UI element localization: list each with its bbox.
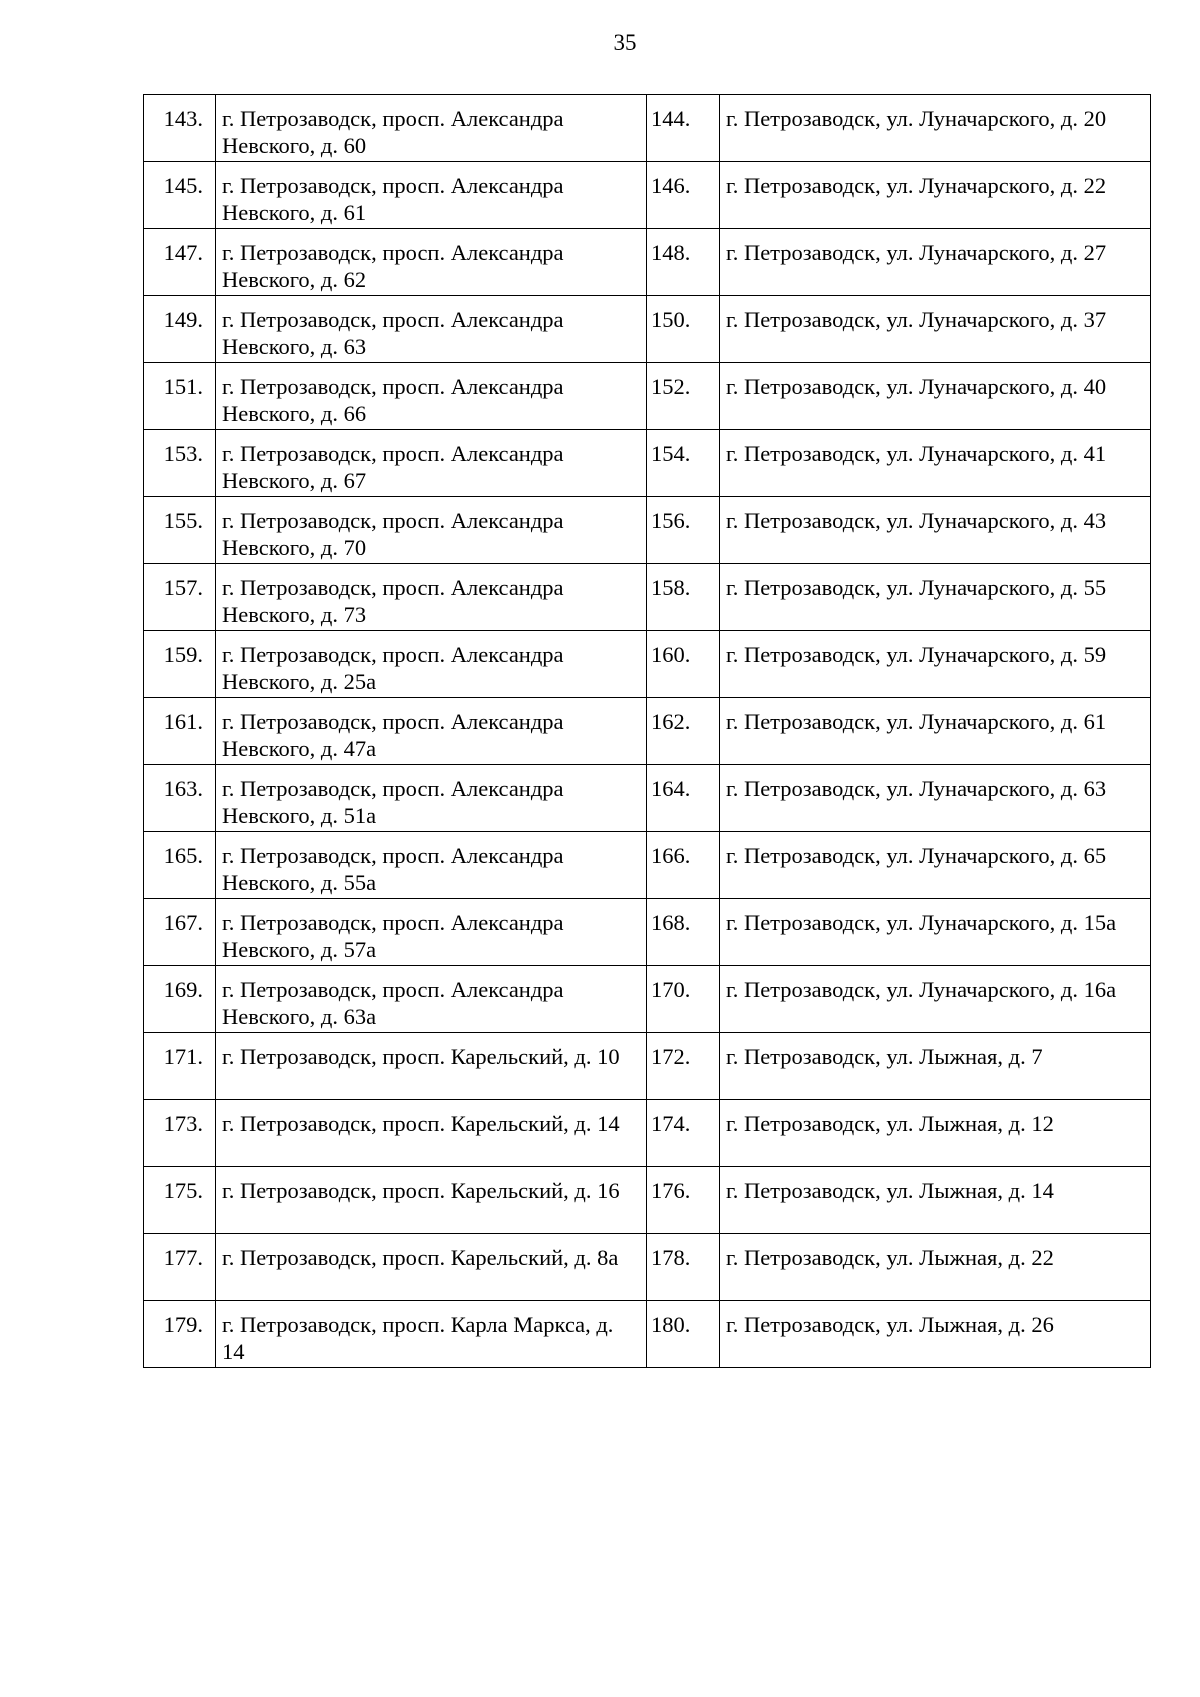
left-item-address: г. Петрозаводск, просп. Карла Маркса, д. 14	[216, 1301, 647, 1368]
table-row	[144, 1100, 1151, 1167]
right-item-number: 168.	[647, 899, 720, 966]
left-item-address: г. Петрозаводск, просп. Александра Невского, д. 62	[216, 229, 647, 296]
right-item-address: г. Петрозаводск, ул. Луначарского, д. 41	[720, 430, 1151, 497]
left-item-number: 171.	[144, 1033, 216, 1100]
left-item-number: 175.	[144, 1167, 216, 1234]
right-item-address: г. Петрозаводск, ул. Лыжная, д. 22	[720, 1234, 1151, 1301]
table-row	[144, 1033, 1151, 1100]
left-item-number: 151.	[144, 363, 216, 430]
left-item-address: г. Петрозаводск, просп. Карельский, д. 16	[216, 1167, 647, 1234]
right-item-address: г. Петрозаводск, ул. Луначарского, д. 40	[720, 363, 1151, 430]
left-item-number: 179.	[144, 1301, 216, 1368]
left-item-address: г. Петрозаводск, просп. Александра Невского, д. 63	[216, 296, 647, 363]
right-item-address: г. Петрозаводск, ул. Луначарского, д. 22	[720, 162, 1151, 229]
left-item-address: г. Петрозаводск, просп. Александра Невского, д. 67	[216, 430, 647, 497]
left-item-address: г. Петрозаводск, просп. Карельский, д. 10	[216, 1033, 647, 1100]
table-row	[144, 1167, 1151, 1234]
right-item-address: г. Петрозаводск, ул. Луначарского, д. 16а	[720, 966, 1151, 1033]
address-table-body	[144, 95, 1151, 1368]
right-item-address: г. Петрозаводск, ул. Лыжная, д. 7	[720, 1033, 1151, 1100]
left-item-number: 169.	[144, 966, 216, 1033]
table-row	[144, 162, 1151, 229]
right-item-number: 146.	[647, 162, 720, 229]
table-row	[144, 832, 1151, 899]
right-item-number: 170.	[647, 966, 720, 1033]
left-item-number: 163.	[144, 765, 216, 832]
left-item-address: г. Петрозаводск, просп. Карельский, д. 8а	[216, 1234, 647, 1301]
table-row	[144, 899, 1151, 966]
left-item-number: 161.	[144, 698, 216, 765]
left-item-address: г. Петрозаводск, просп. Александра Невского, д. 73	[216, 564, 647, 631]
table-row	[144, 430, 1151, 497]
left-item-number: 155.	[144, 497, 216, 564]
right-item-address: г. Петрозаводск, ул. Луначарского, д. 37	[720, 296, 1151, 363]
right-item-address: г. Петрозаводск, ул. Луначарского, д. 20	[720, 95, 1151, 162]
right-item-number: 156.	[647, 497, 720, 564]
table-row	[144, 497, 1151, 564]
right-item-address: г. Петрозаводск, ул. Лыжная, д. 12	[720, 1100, 1151, 1167]
table-row	[144, 1301, 1151, 1368]
left-item-number: 173.	[144, 1100, 216, 1167]
table-row	[144, 966, 1151, 1033]
left-item-number: 165.	[144, 832, 216, 899]
right-item-address: г. Петрозаводск, ул. Луначарского, д. 43	[720, 497, 1151, 564]
right-item-number: 180.	[647, 1301, 720, 1368]
table-row	[144, 765, 1151, 832]
left-item-number: 143.	[144, 95, 216, 162]
left-item-number: 159.	[144, 631, 216, 698]
left-item-number: 149.	[144, 296, 216, 363]
left-item-number: 157.	[144, 564, 216, 631]
left-item-number: 153.	[144, 430, 216, 497]
left-item-address: г. Петрозаводск, просп. Александра Невского, д. 70	[216, 497, 647, 564]
right-item-number: 172.	[647, 1033, 720, 1100]
table-row	[144, 1234, 1151, 1301]
right-item-number: 164.	[647, 765, 720, 832]
right-item-number: 144.	[647, 95, 720, 162]
left-item-address: г. Петрозаводск, просп. Александра Невского, д. 25а	[216, 631, 647, 698]
right-item-number: 162.	[647, 698, 720, 765]
right-item-address: г. Петрозаводск, ул. Луначарского, д. 61	[720, 698, 1151, 765]
table-row	[144, 296, 1151, 363]
right-item-number: 152.	[647, 363, 720, 430]
left-item-address: г. Петрозаводск, просп. Александра Невского, д. 55а	[216, 832, 647, 899]
right-item-number: 166.	[647, 832, 720, 899]
table-row	[144, 363, 1151, 430]
right-item-address: г. Петрозаводск, ул. Лыжная, д. 26	[720, 1301, 1151, 1368]
page-number: 35	[613, 30, 637, 55]
right-item-number: 148.	[647, 229, 720, 296]
left-item-address: г. Петрозаводск, просп. Карельский, д. 14	[216, 1100, 647, 1167]
right-item-address: г. Петрозаводск, ул. Луначарского, д. 63	[720, 765, 1151, 832]
left-item-address: г. Петрозаводск, просп. Александра Невского, д. 47а	[216, 698, 647, 765]
left-item-address: г. Петрозаводск, просп. Александра Невского, д. 63а	[216, 966, 647, 1033]
right-item-address: г. Петрозаводск, ул. Луначарского, д. 15а	[720, 899, 1151, 966]
left-item-address: г. Петрозаводск, просп. Александра Невского, д. 61	[216, 162, 647, 229]
right-item-address: г. Петрозаводск, ул. Луначарского, д. 65	[720, 832, 1151, 899]
table-row	[144, 631, 1151, 698]
right-item-number: 150.	[647, 296, 720, 363]
right-item-number: 176.	[647, 1167, 720, 1234]
right-item-number: 174.	[647, 1100, 720, 1167]
right-item-number: 160.	[647, 631, 720, 698]
right-item-address: г. Петрозаводск, ул. Лыжная, д. 14	[720, 1167, 1151, 1234]
right-item-address: г. Петрозаводск, ул. Луначарского, д. 59	[720, 631, 1151, 698]
table-row	[144, 95, 1151, 162]
left-item-address: г. Петрозаводск, просп. Александра Невского, д. 60	[216, 95, 647, 162]
left-item-address: г. Петрозаводск, просп. Александра Невского, д. 57а	[216, 899, 647, 966]
left-item-number: 147.	[144, 229, 216, 296]
left-item-number: 167.	[144, 899, 216, 966]
left-item-number: 177.	[144, 1234, 216, 1301]
right-item-number: 154.	[647, 430, 720, 497]
address-table	[143, 94, 1151, 1368]
right-item-number: 178.	[647, 1234, 720, 1301]
left-item-address: г. Петрозаводск, просп. Александра Невского, д. 51а	[216, 765, 647, 832]
right-item-address: г. Петрозаводск, ул. Луначарского, д. 27	[720, 229, 1151, 296]
left-item-number: 145.	[144, 162, 216, 229]
table-row	[144, 564, 1151, 631]
left-item-address: г. Петрозаводск, просп. Александра Невского, д. 66	[216, 363, 647, 430]
table-row	[144, 229, 1151, 296]
table-row	[144, 698, 1151, 765]
right-item-number: 158.	[647, 564, 720, 631]
right-item-address: г. Петрозаводск, ул. Луначарского, д. 55	[720, 564, 1151, 631]
